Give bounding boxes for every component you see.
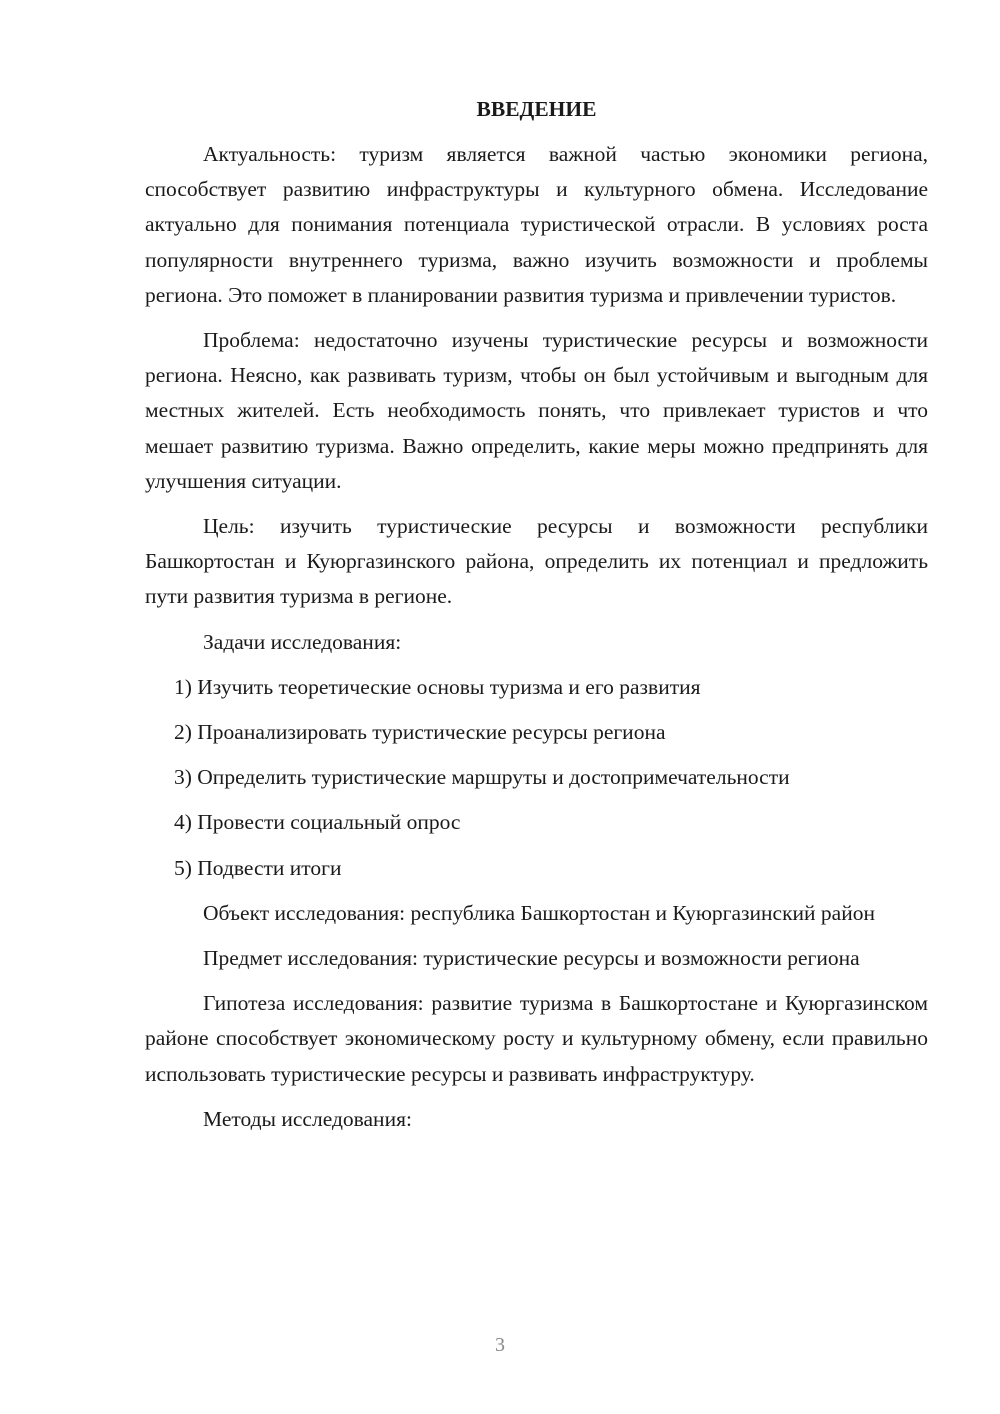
page-number: 3 (495, 1334, 505, 1356)
list-item: 4) Провести социальный опрос (174, 810, 461, 835)
paragraph-object: Объект исследования: республика Башкортостан и Куюргазинский район (203, 900, 875, 925)
methods-label: Методы исследования: (203, 1106, 412, 1131)
paragraph-relevance: Актуальность: туризм является важной частью экономики региона, способствует развитию инфраструктуры и культурного обмена. Исследование актуально для понимания потенциала туристической отрасли. В условиях роста популярности внутреннего туризма, важно изучить возможности и проблемы региона. Это поможет в планировании развития туризма и привлечении туристов. (145, 142, 928, 307)
paragraph-hypothesis: Гипотеза исследования: развитие туризма в Башкортостане и Куюргазинском районе способствует экономическому росту и культурному обмену, если правильно использовать туристические ресурсы и развивать инфраструктуру. (145, 991, 928, 1086)
list-item: 2) Проанализировать туристические ресурсы региона (174, 720, 666, 745)
tasks-list (145, 670, 928, 886)
page-title: ВВЕДЕНИЕ (476, 97, 597, 121)
paragraph-problem: Проблема: недостаточно изучены туристические ресурсы и возможности региона. Неясно, как развивать туризм, чтобы он был устойчивым и выгодным для местных жителей. Есть необходимость понять, что привлекает туристов и что мешает развитию туризма. Важно определить, какие меры можно предпринять для улучшения ситуации. (145, 328, 928, 493)
tasks-label: Задачи исследования: (203, 629, 402, 654)
paragraph-goal: Цель: изучить туристические ресурсы и возможности республики Башкортостан и Куюргазинского района, определить их потенциал и предложить пути развития туризма в регионе. (145, 514, 928, 609)
list-item: 3) Определить туристические маршруты и достопримечательности (174, 765, 790, 790)
list-item: 5) Подвести итоги (174, 855, 342, 880)
list-item: 1) Изучить теоретические основы туризма и его развития (174, 674, 701, 699)
document-page (145, 92, 928, 1147)
paragraph-subject: Предмет исследования: туристические ресурсы и возможности региона (203, 946, 860, 971)
